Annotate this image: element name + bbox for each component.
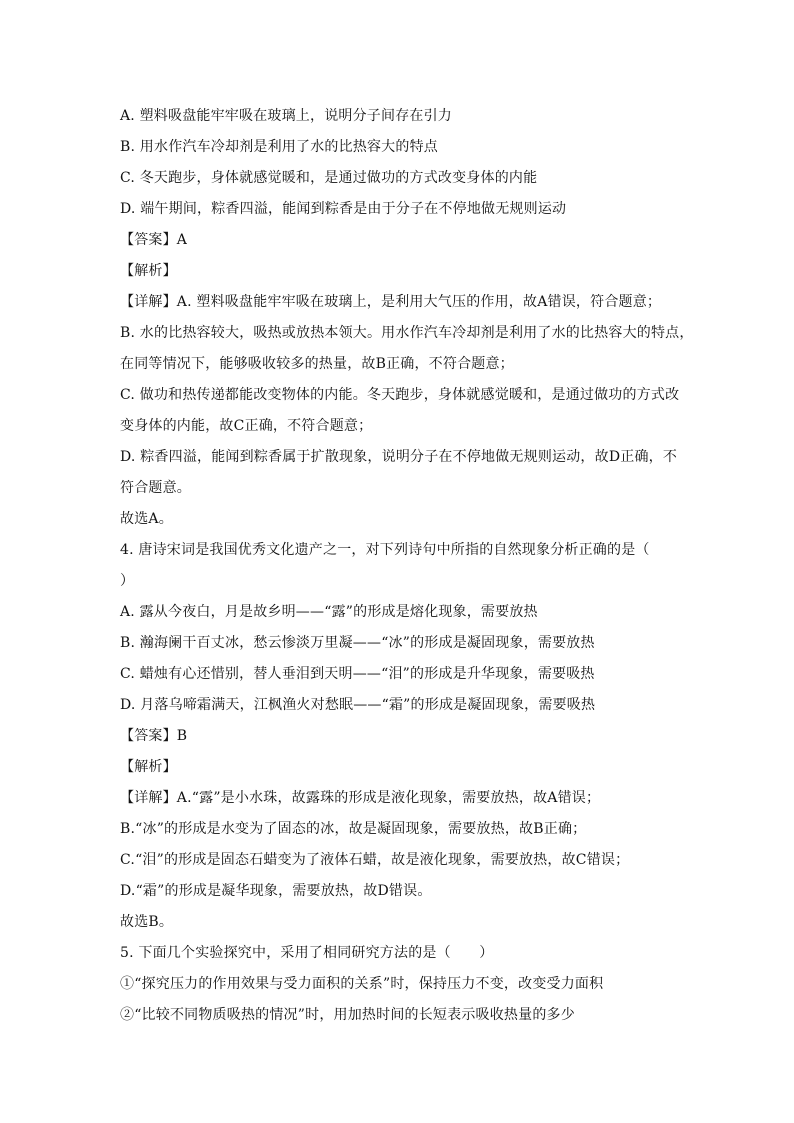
q3-answer: 【答案】A xyxy=(120,232,188,248)
q4-option-d: D. 月落乌啼霜满天，江枫渔火对愁眠——“霜”的形成是凝固现象，需要吸热 xyxy=(120,697,596,713)
q3-conclusion: 故选A。 xyxy=(120,511,173,527)
q3-explanation-d-line1: D. 粽香四溢，能闻到粽香属于扩散现象，说明分子在不停地做无规则运动，故D正确，不 xyxy=(120,449,678,465)
q4-explanation-b: B.“冰”的形成是水变为了固态的冰，故是凝固现象，需要放热，故B正确； xyxy=(120,821,587,837)
q3-option-c: C. 冬天跑步，身体就感觉暖和，是通过做功的方式改变身体的内能 xyxy=(120,170,538,186)
q4-stem-line1: 4. 唐诗宋词是我国优秀文化遗产之一，对下列诗句中所指的自然现象分析正确的是（ xyxy=(120,542,650,558)
q4-option-c: C. 蜡烛有心还惜别，替人垂泪到天明——“泪”的形成是升华现象，需要吸热 xyxy=(120,666,595,682)
q3-explanation-a: 【详解】A. 塑料吸盘能牢牢吸在玻璃上，是利用大气压的作用，故A错误，符合题意； xyxy=(120,294,662,310)
q3-analysis-heading: 【解析】 xyxy=(120,263,177,279)
q3-explanation-b-line2: 在同等情况下，能够吸收较多的热量，故B正确，不符合题意； xyxy=(120,356,514,372)
q4-answer: 【答案】B xyxy=(120,728,188,744)
document-body xyxy=(120,101,694,1031)
q3-option-d: D. 端午期间，粽香四溢，能闻到粽香是由于分子在不停地做无规则运动 xyxy=(120,201,567,217)
q4-explanation-a: 【详解】A.“露”是小水珠，故露珠的形成是液化现象，需要放热，故A错误； xyxy=(120,790,601,806)
q5-item-1: ①“探究压力的作用效果与受力面积的关系”时，保持压力不变，改变受力面积 xyxy=(120,976,604,992)
q4-stem-line2: ） xyxy=(120,573,135,589)
q4-conclusion: 故选B。 xyxy=(120,914,174,930)
q4-analysis-heading: 【解析】 xyxy=(120,759,177,775)
q3-explanation-b-line1: B. 水的比热容较大，吸热或放热本领大。用水作汽车冷却剂是利用了水的比热容大的特点， xyxy=(120,325,694,341)
q3-explanation-d-line2: 符合题意。 xyxy=(120,480,191,496)
q5-stem: 5. 下面几个实验探究中，采用了相同研究方法的是（ ） xyxy=(120,945,494,961)
q3-option-a: A. 塑料吸盘能牢牢吸在玻璃上，说明分子间存在引力 xyxy=(120,108,453,124)
q4-option-b: B. 瀚海阑干百丈冰，愁云惨淡万里凝——“冰”的形成是凝固现象，需要放热 xyxy=(120,635,595,651)
q4-explanation-c: C.“泪”的形成是固态石蜡变为了液体石蜡，故是液化现象，需要放热，故C错误； xyxy=(120,852,630,868)
q5-item-2: ②“比较不同物质吸热的情况”时，用加热时间的长短表示吸收热量的多少 xyxy=(120,1007,575,1023)
q3-explanation-c-line1: C. 做功和热传递都能改变物体的内能。冬天跑步，身体就感觉暖和，是通过做功的方式改 xyxy=(120,387,680,403)
q3-explanation-c-line2: 变身体的内能，故C正确，不符合题意； xyxy=(120,418,373,434)
q3-option-b: B. 用水作汽车冷却剂是利用了水的比热容大的特点 xyxy=(120,139,438,155)
q4-option-a: A. 露从今夜白，月是故乡明——“露”的形成是熔化现象，需要放热 xyxy=(120,604,538,620)
q4-explanation-d: D.“霜”的形成是凝华现象，需要放热，故D错误。 xyxy=(120,883,432,899)
